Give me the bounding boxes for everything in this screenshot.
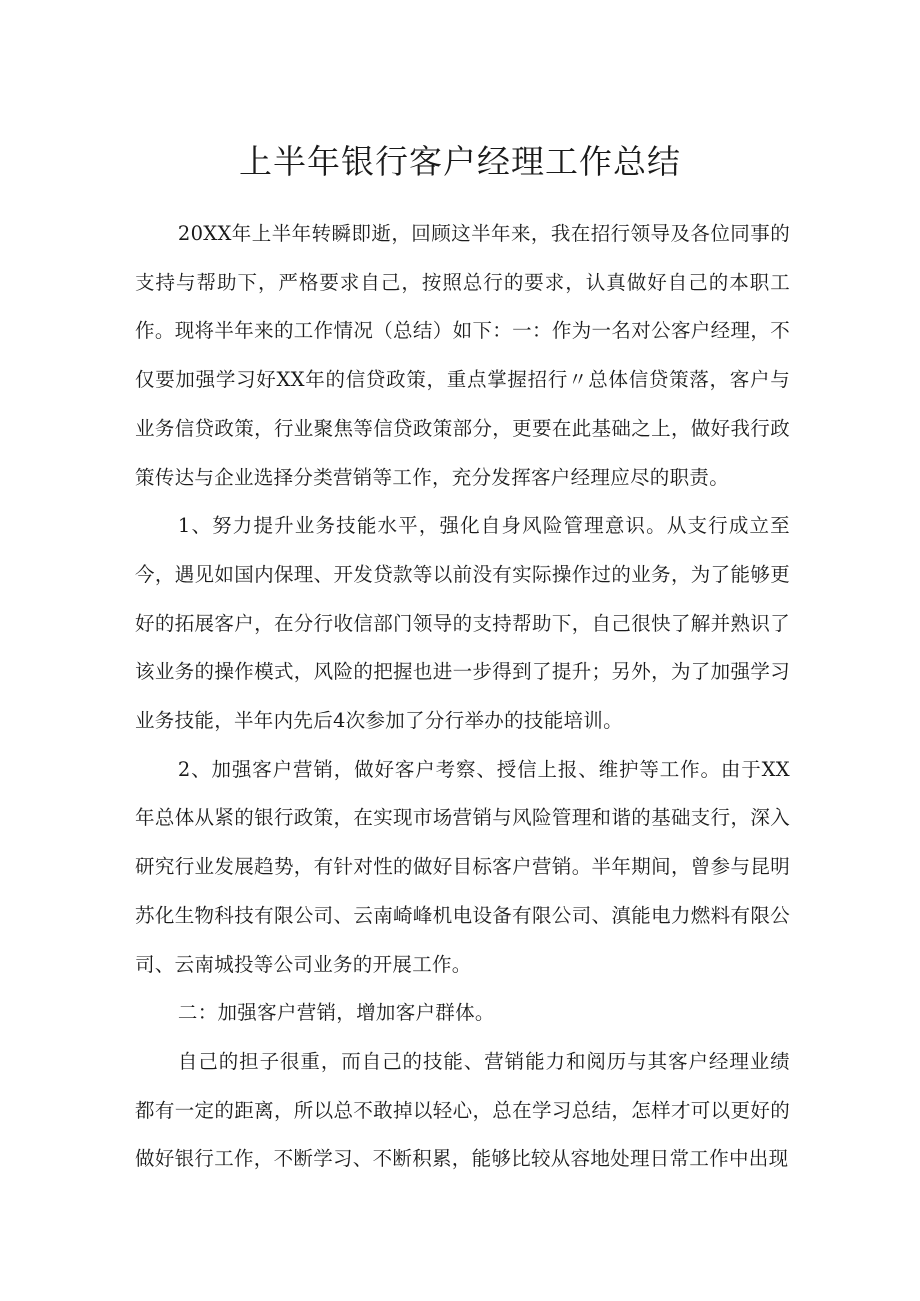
document-title: 上半年银行客户经理工作总结 (239, 142, 681, 181)
document-body (135, 210, 790, 1184)
paragraph-intro: 20XX年上半年转瞬即逝，回顾这半年来，我在招行领导及各位同事的支持与帮助下，严格要求自己，按照总行的要求，认真做好自己的本职工作。现将半年来的工作情况（总结）如下：一：作为一名对公客户经理，不仅要加强学习好XX年的信贷政策，重点掌握招行〃总体信贷策落，客户与业务信贷政策，行业聚焦等信贷政策部分，更要在此基础之上，做好我行政策传达与企业选择分类营销等工作，充分发挥客户经理应尽的职责。 (135, 222, 790, 489)
paragraph-section-2-heading: 二：加强客户营销，增加客户群体。 (177, 1001, 495, 1025)
paragraph-section-2-body: 自己的担子很重，而自己的技能、营销能力和阅历与其客户经理业绩都有一定的距离，所以总不敢掉以轻心，总在学习总结，怎样才可以更好的做好银行工作，不断学习、不断积累，能够比较从容地处理日常工作中出现 (135, 1049, 790, 1171)
paragraph-item-2: 2、加强客户营销，做好客户考察、授信上报、维护等工作。由于XX年总体从紧的银行政策，在实现市场营销与风险管理和谐的基础支行，深入研究行业发展趋势，有针对性的做好目标客户营销。半年期间，曾参与昆明苏化生物科技有限公司、云南崎峰机电设备有限公司、滇能电力燃料有限公司、云南城投等公司业务的开展工作。 (135, 757, 790, 976)
paragraph-item-1: 1、努力提升业务技能水平，强化自身风险管理意识。从支行成立至今，遇见如国内保理、开发贷款等以前没有实际操作过的业务，为了能够更好的拓展客户，在分行收信部门领导的支持帮助下，自己很快了解并熟识了该业务的操作模式，风险的把握也进一步得到了提升；另外，为了加强学习业务技能，半年内先后4次参加了分行举办的技能培训。 (135, 514, 790, 733)
